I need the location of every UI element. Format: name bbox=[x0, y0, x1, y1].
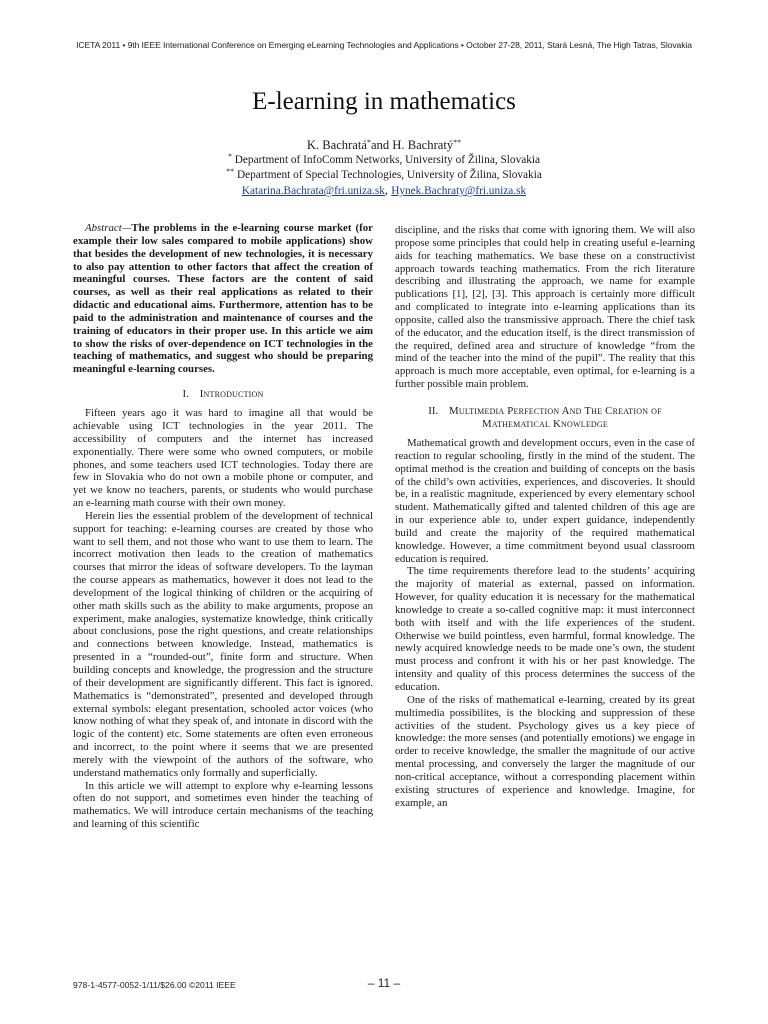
section-2-number: II. bbox=[428, 404, 439, 417]
paragraph: Mathematical growth and development occurs, even in the case of reaction to regular schooling, firstly in the mind of the student. The optimal method is the creation and building of concepts on the basis of the child’s own activities, experiences, and discoveries. It should be, in a realistic magnitude, experienced by every elementary school student. Mathematically gifted and talented children of this age are in our experience able to, under expert guidance, independently build and create the majority of the required mathematical knowledge. However, a time commitment beyond usual classroom education is required. bbox=[395, 436, 695, 565]
author-2-mark: ** bbox=[453, 138, 462, 147]
email-separator: , bbox=[384, 183, 392, 197]
abstract-dash: — bbox=[121, 222, 132, 234]
affiliation-1-text: Department of InfoComm Networks, University of Žilina, Slovakia bbox=[231, 154, 541, 166]
paper-title: E-learning in mathematics bbox=[252, 88, 516, 115]
page-number: – 11 – bbox=[367, 976, 401, 990]
author-1: K. Bachratá bbox=[306, 138, 367, 152]
section-heading-multimedia bbox=[395, 405, 695, 431]
section-heading-introduction bbox=[73, 388, 373, 401]
left-column bbox=[73, 222, 373, 831]
author-names bbox=[0, 138, 768, 153]
email-link-1[interactable]: Katarina.Bachrata@fri.uniza.sk bbox=[241, 185, 385, 197]
paragraph: In this article we will attempt to explore why e-learning lessons often do not support, and sometimes even hinder the teaching of mathematics. We will introduce certain mechanisms of the teaching and learning of this scientific bbox=[73, 779, 373, 831]
section-1-number: I. bbox=[182, 388, 189, 401]
conference-header: ICETA 2011 • 9th IEEE International Conference on Emerging eLearning Technologies and Applications • October 27-28, 2011, Stará Lesná, The High Tatras, Slovakia bbox=[76, 40, 692, 50]
section-1-title: Introduction bbox=[199, 388, 264, 401]
paragraph: Herein lies the essential problem of the development of technical support for teaching: e-learning courses are created by those who want to sell them, and not those who want to use them to learn. The incorrect motivation then leads to the creation of mathematics courses that mirror the ideas of software developers. To the layman the course appears as mathematics, however it does not lead to the development of the logical thinking of children or the acquiring of other math skills such as the ability to make arguments, propose an experiment, make analogies, systematize knowledge, think critically about conclusions, pose the right questions, and create relationships and connections between knowledge. Instead, mathematics is presented in a “rounded-out”, finite form and structure. When building concepts and knowledge, the progression and the structure of their development are significantly different. This fact is ignored. Mathematics is “demonstrated”, presented and developed through external symbols: elegant presentation, schooled actor voices (who know nothing of what they speak of, and intonate in discord with the logic of the content) etc. Some statements are often even erroneous and incorrect, to the point where it seems that we are presented merely with the viewpoint of the authors of the software, who understand mathematics only formally and superficially. bbox=[73, 509, 373, 779]
author-2: and H. Bachratý bbox=[370, 138, 454, 152]
paragraph: One of the risks of mathematical e-learning, created by its great multimedia possibilites, is the blocking and suppression of these activities of the student. Psychology gives us a key piece of knowledge: the more senses (and potentially emotions) we engage in order to receive knowledge, the smaller the magnitude of our active mental processing, and conversely the larger the magnitude of our non-critical acceptance, without a corresponding placement within existing structures of experience and knowledge. Imagine, for example, an bbox=[395, 693, 695, 809]
email-link-2[interactable]: Hynek.Bachraty@fri.uniza.sk bbox=[391, 185, 527, 197]
affiliation-2 bbox=[0, 168, 768, 183]
paragraph: Fifteen years ago it was hard to imagine all that would be achievable using ICT technologies in the year 2011. The accessibility of computers and the internet has increased exponentially. There were some who owned computers, or mobile phones, and some teachers used ICT technologies. Today there are few in Slovakia who do not own a mobile phone or computer, and yet we know no teachers, parents, or students who would purchase an e-learning math course with their own money. bbox=[73, 407, 373, 510]
author-emails bbox=[0, 183, 768, 199]
section-2-title: Multimedia Perfection And The Creation of Mathematical Knowledge bbox=[449, 404, 662, 430]
affiliation-2-mark: ** bbox=[226, 167, 235, 176]
abstract bbox=[73, 222, 373, 376]
abstract-text: The problems in the e-learning course market (for example their low sales compared to mobile applications) show that besides the development of new technologies, it is necessary to also pay attention to other factors that affect the creation of meaningful courses. These factors are the content of said courses, as well as their real applications as related to their didactic and educational aims. Furthermore, attention has to be paid to the administration and maintenance of courses and the training of educators in their proper use. In this article we aim to show the risks of over-dependence on ICT technologies in the teaching of mathematics, and suggest who should be preparing meaningful e-learning courses. bbox=[73, 222, 373, 376]
author-block bbox=[0, 138, 768, 199]
author-1-mark: * bbox=[366, 138, 371, 147]
paragraph: The time requirements therefore lead to the students’ acquiring the majority of material as external, passed on information. However, for quality education it is necessary for the mathematical knowledge to create a so-called cognitive map: it must interconnect both with itself and with the life experiences of the student. Otherwise we build pointless, even harmful, formal knowledge. The newly acquired knowledge needs to be made one’s own, the student must process and confront it with his or her past knowledge. The intensity and quality of this process determines the success of the education. bbox=[395, 565, 695, 693]
abstract-label: Abstract bbox=[85, 222, 122, 234]
affiliation-2-text: Department of Special Technologies, University of Žilina, Slovakia bbox=[234, 169, 542, 181]
copyright-isbn: 978-1-4577-0052-1/11/$26.00 ©2011 IEEE bbox=[73, 980, 236, 990]
right-column bbox=[395, 224, 695, 809]
affiliation-1-mark: * bbox=[227, 152, 232, 161]
paragraph: discipline, and the risks that come with ignoring them. We will also propose some principles that could help in creating useful e-learning aids for teaching mathematics. We base these on a constructivist approach towards teaching mathematics. From the rich literature describing and illustrating the approach, we name for example publications [1], [2], [3]. This approach is certainly more difficult and complicated to integrate into e-learning applications than its opposite, called also the transmissive approach. There the chief task of the educator, and the education itself, is the direct transmission of the required, defined area and structure of knowledge “from the mind of the teacher into the mind of the pupil”. The reality that this approach is much more acceptable, even optimal, for e-learning is a further possible main problem. bbox=[395, 224, 695, 391]
affiliation-1 bbox=[0, 153, 768, 168]
